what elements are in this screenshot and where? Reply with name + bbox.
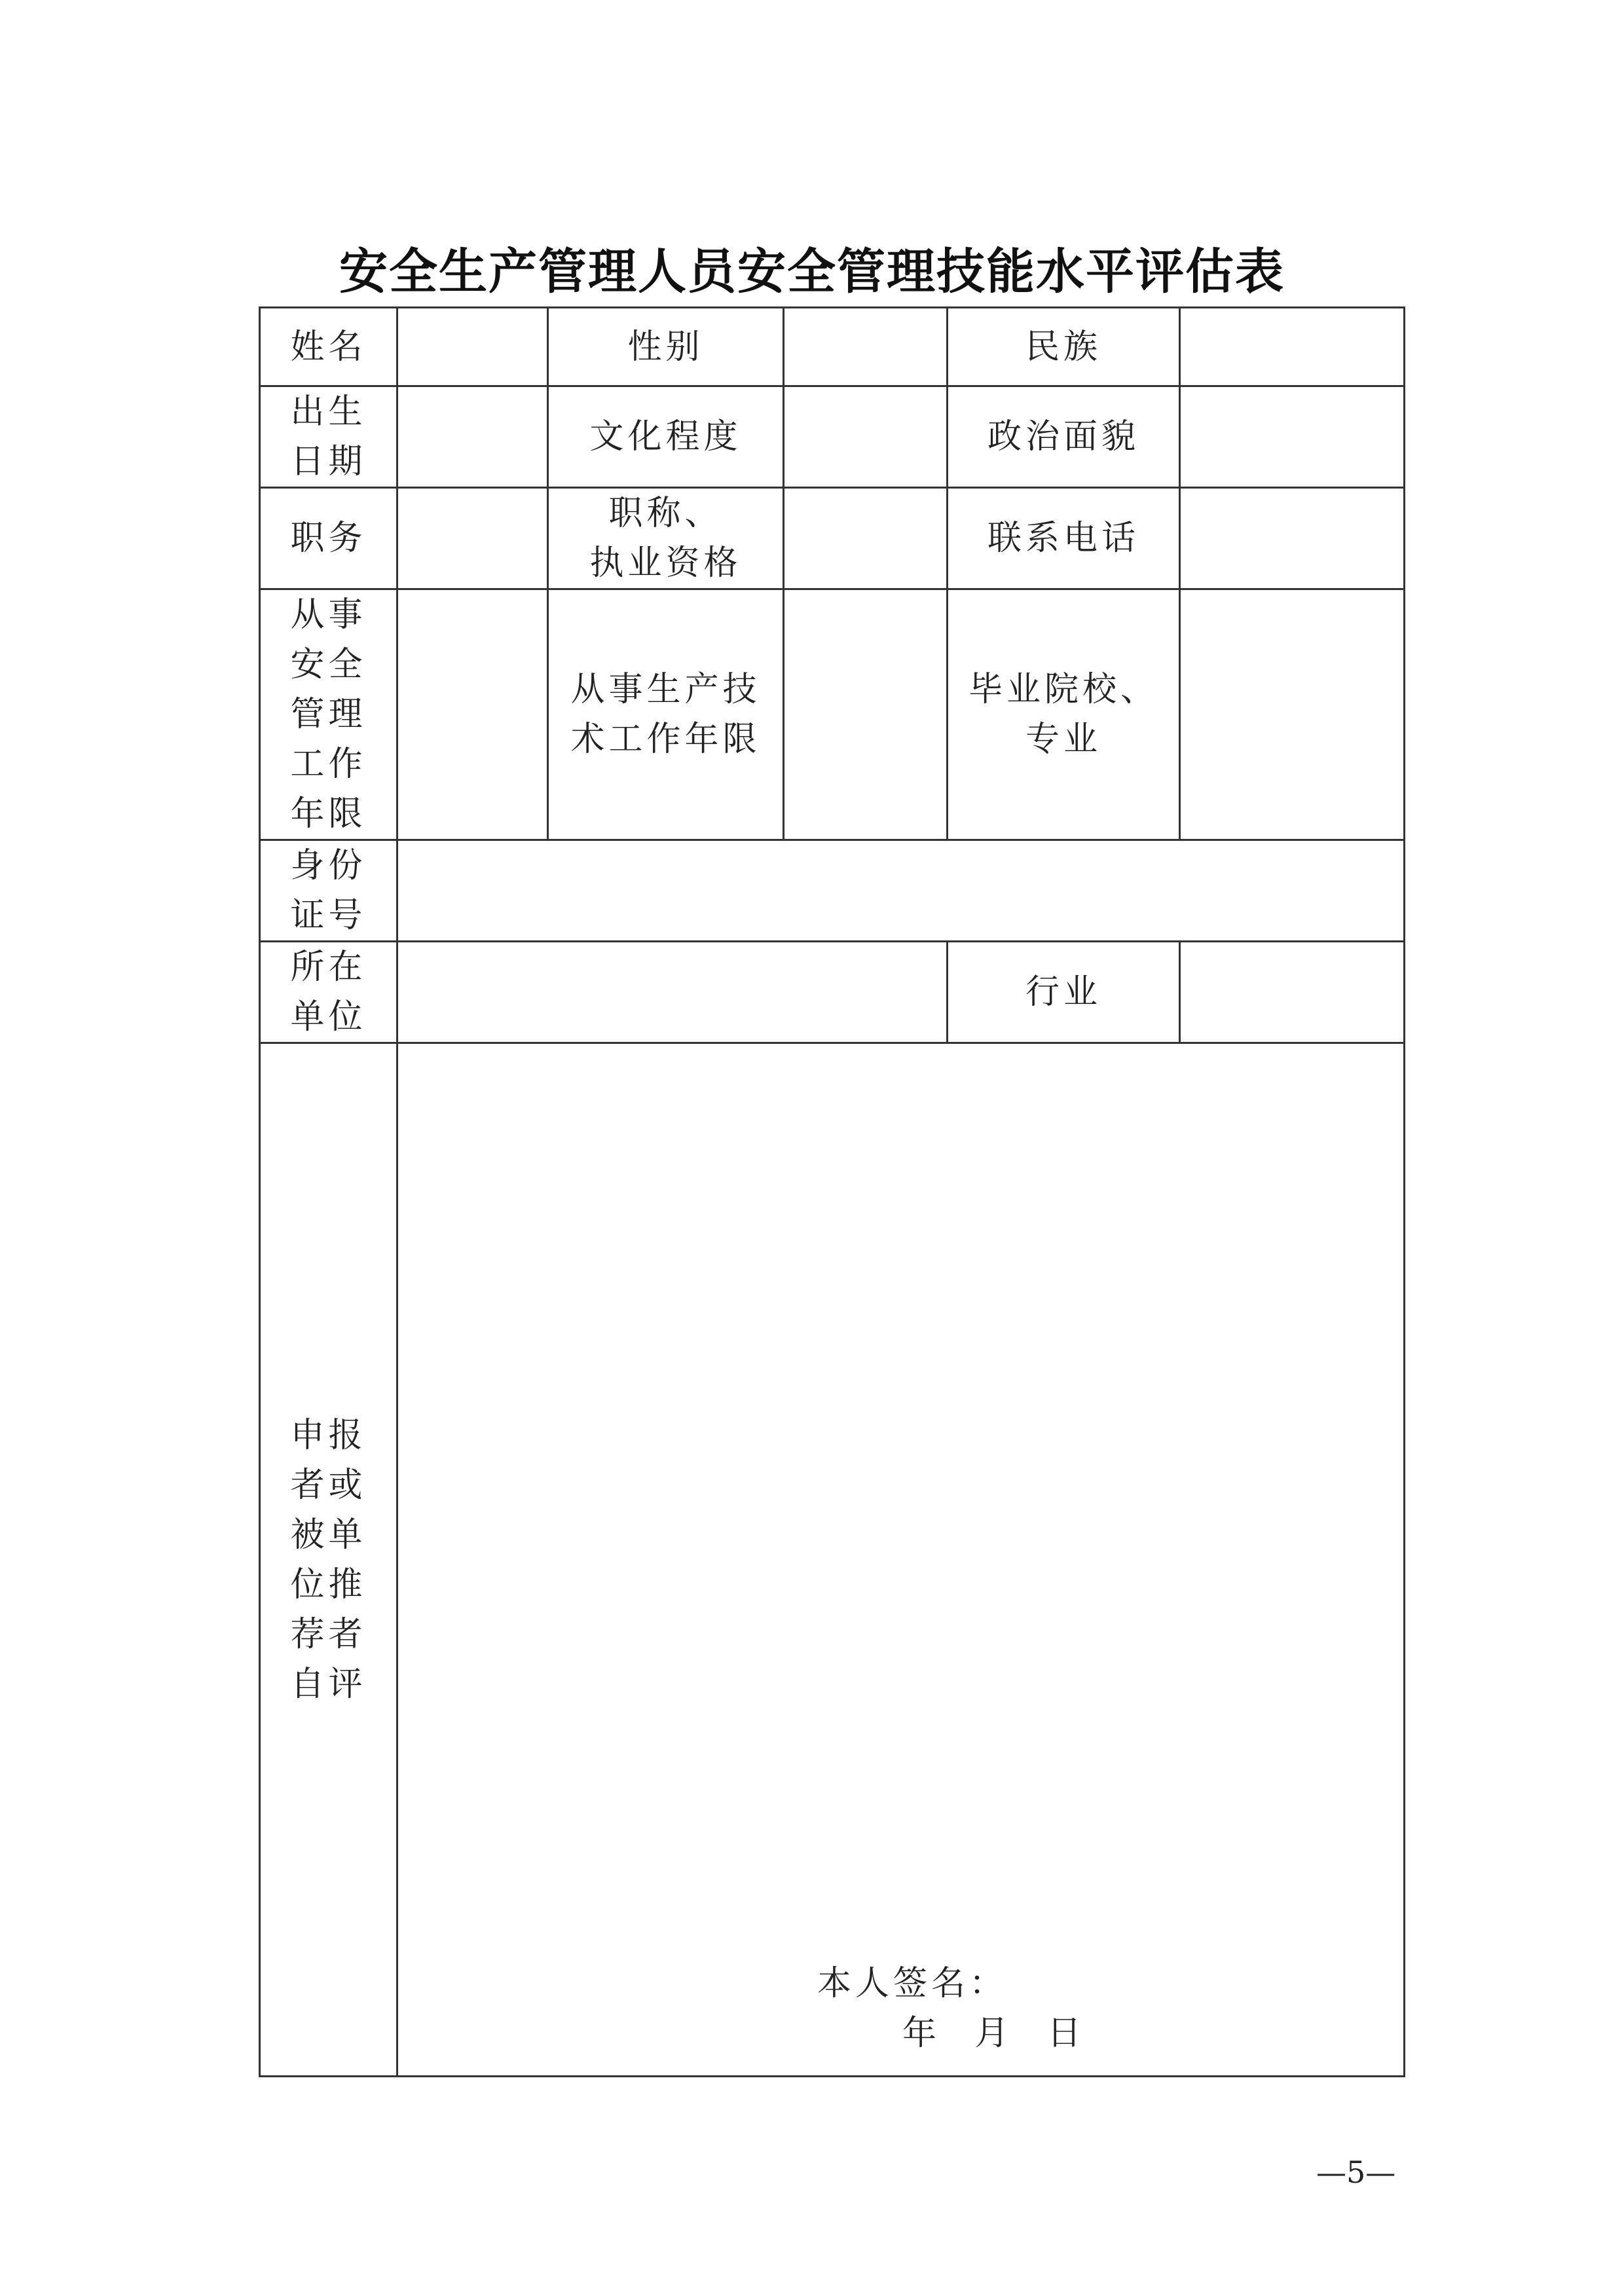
birth-date-label: 出生日期 bbox=[290, 392, 367, 481]
title-label-cell bbox=[548, 488, 784, 589]
position-label: 职务 bbox=[290, 519, 367, 558]
date-label: 年 月 日 bbox=[902, 2014, 1086, 2053]
table-row bbox=[260, 386, 1405, 488]
unit-label-cell bbox=[260, 942, 397, 1043]
phone-label-cell bbox=[948, 488, 1180, 589]
evaluation-form-table bbox=[259, 306, 1405, 2077]
political-value-cell[interactable] bbox=[1180, 386, 1405, 488]
gender-label: 性别 bbox=[627, 327, 704, 367]
ethnicity-value-cell[interactable] bbox=[1180, 308, 1405, 386]
name-value-cell[interactable] bbox=[397, 308, 548, 386]
self-evaluation-area[interactable] bbox=[397, 1043, 1405, 2077]
political-label-cell bbox=[948, 386, 1180, 488]
industry-label-cell bbox=[948, 942, 1180, 1043]
gender-value-cell[interactable] bbox=[784, 308, 948, 386]
education-label-cell bbox=[548, 386, 784, 488]
name-label-cell bbox=[260, 308, 397, 386]
phone-value-cell[interactable] bbox=[1180, 488, 1405, 589]
professional-title-label: 职称、 执业资格 bbox=[589, 494, 742, 583]
name-label: 姓名 bbox=[290, 327, 367, 367]
table-row bbox=[260, 488, 1405, 589]
table-row bbox=[260, 589, 1405, 840]
unit-value-cell[interactable] bbox=[397, 942, 948, 1043]
ethnicity-label: 民族 bbox=[1025, 327, 1101, 367]
table-row bbox=[260, 942, 1405, 1043]
table-row bbox=[260, 840, 1405, 942]
ethnicity-label-cell bbox=[948, 308, 1180, 386]
signature-block bbox=[817, 1959, 1085, 2058]
title-value-cell[interactable] bbox=[784, 488, 948, 589]
school-label-cell bbox=[948, 589, 1180, 840]
tech-years-label-cell bbox=[548, 589, 784, 840]
safety-years-value-cell[interactable] bbox=[397, 589, 548, 840]
table-row bbox=[260, 308, 1405, 386]
tech-years-value-cell[interactable] bbox=[784, 589, 948, 840]
school-value-cell[interactable] bbox=[1180, 589, 1405, 840]
id-number-label: 身份证号 bbox=[290, 846, 367, 935]
signature-label: 本人签名： bbox=[817, 1964, 1008, 2003]
work-unit-label: 所在单位 bbox=[290, 948, 367, 1037]
id-value-cell[interactable] bbox=[397, 840, 1405, 942]
position-value-cell[interactable] bbox=[397, 488, 548, 589]
eval-label-cell bbox=[260, 1043, 397, 2077]
education-label: 文化程度 bbox=[589, 417, 742, 456]
id-label-cell bbox=[260, 840, 397, 942]
school-major-label: 毕业院校、 专业 bbox=[968, 670, 1158, 759]
table-row bbox=[260, 1043, 1405, 2077]
page-number: —5— bbox=[1316, 2155, 1396, 2190]
political-status-label: 政治面貌 bbox=[987, 417, 1139, 456]
industry-value-cell[interactable] bbox=[1180, 942, 1405, 1043]
phone-label: 联系电话 bbox=[987, 519, 1139, 558]
safety-years-label-cell bbox=[260, 589, 397, 840]
birth-label-cell bbox=[260, 386, 397, 488]
page-title: 安全生产管理人员安全管理技能水平评估表 bbox=[339, 244, 1285, 300]
birth-value-cell[interactable] bbox=[397, 386, 548, 488]
self-evaluation-label: 申报者或被单位推荐者自评 bbox=[290, 1415, 367, 1704]
gender-label-cell bbox=[548, 308, 784, 386]
industry-label: 行业 bbox=[1025, 972, 1101, 1012]
education-value-cell[interactable] bbox=[784, 386, 948, 488]
safety-management-years-label: 从事安全管理工作年限 bbox=[290, 595, 367, 834]
position-label-cell bbox=[260, 488, 397, 589]
production-tech-years-label: 从事生产技术工作年限 bbox=[570, 670, 761, 759]
